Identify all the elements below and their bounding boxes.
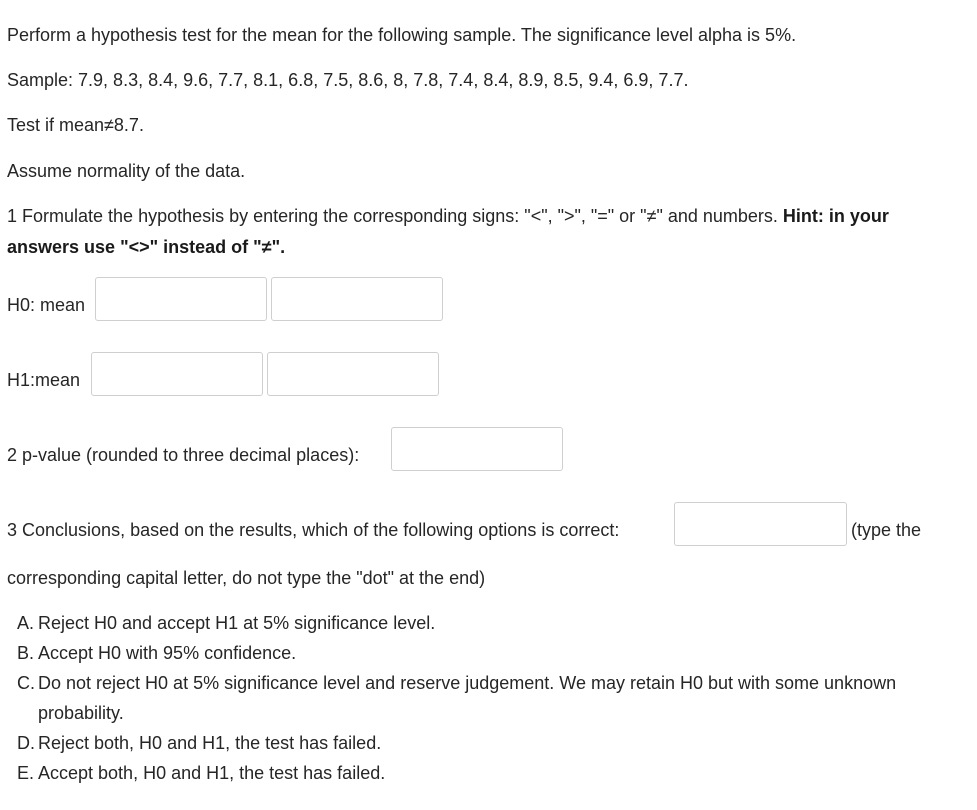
option-letter: A.	[17, 613, 35, 633]
option-letter: C.	[17, 673, 35, 693]
option-letter: E.	[17, 763, 35, 783]
h1-sign-input[interactable]	[91, 352, 263, 396]
option-d	[17, 731, 381, 755]
part1-instruction	[7, 204, 889, 228]
option-text: Reject both, H0 and H1, the test has failed.	[38, 733, 382, 753]
part1-instruction-text: 1 Formulate the hypothesis by entering the corresponding signs: "<", ">", "=" or "≠" and numbers.	[7, 206, 778, 226]
h0-label: H0: mean	[7, 295, 86, 315]
p-value-input[interactable]	[391, 427, 563, 471]
sample-data: Sample: 7.9, 8.3, 8.4, 9.6, 7.7, 8.1, 6.8, 7.5, 8.6, 8, 7.8, 7.4, 8.4, 8.9, 8.5, 9.4, 6.9, 7.7.	[7, 70, 689, 90]
conclusion-label: 3 Conclusions, based on the results, which of the following options is correct:	[7, 520, 620, 540]
part1-hint-continued: answers use "<>" instead of "≠".	[7, 237, 286, 257]
option-text: Do not reject H0 at 5% significance level and reserve judgement. We may retain H0 but with some unknown	[38, 673, 897, 693]
h1-number-input[interactable]	[267, 352, 439, 396]
option-letter: D.	[17, 733, 35, 753]
option-c-continued: probability.	[38, 703, 124, 723]
conclusion-input[interactable]	[674, 502, 847, 546]
h1-label: H1:mean	[7, 370, 81, 390]
option-letter: B.	[17, 643, 35, 663]
option-b	[17, 641, 296, 665]
h0-number-input[interactable]	[271, 277, 443, 321]
option-text: Accept H0 with 95% confidence.	[38, 643, 297, 663]
conclusion-suffix: (type the	[851, 520, 922, 540]
h0-sign-input[interactable]	[95, 277, 267, 321]
test-statement: Test if mean≠8.7.	[7, 115, 144, 135]
conclusion-instruction-continued: corresponding capital letter, do not type the "dot" at the end)	[7, 568, 486, 588]
option-c	[17, 671, 896, 695]
option-a	[17, 611, 435, 635]
option-text: Reject H0 and accept H1 at 5% significance level.	[38, 613, 436, 633]
option-text: Accept both, H0 and H1, the test has failed.	[38, 763, 386, 783]
p-value-label: 2 p-value (rounded to three decimal places):	[7, 445, 360, 465]
normality-assumption: Assume normality of the data.	[7, 161, 246, 181]
option-e	[17, 761, 385, 785]
part1-hint: Hint: in your	[782, 206, 889, 226]
question-intro: Perform a hypothesis test for the mean for the following sample. The significance level alpha is 5%.	[7, 25, 797, 45]
